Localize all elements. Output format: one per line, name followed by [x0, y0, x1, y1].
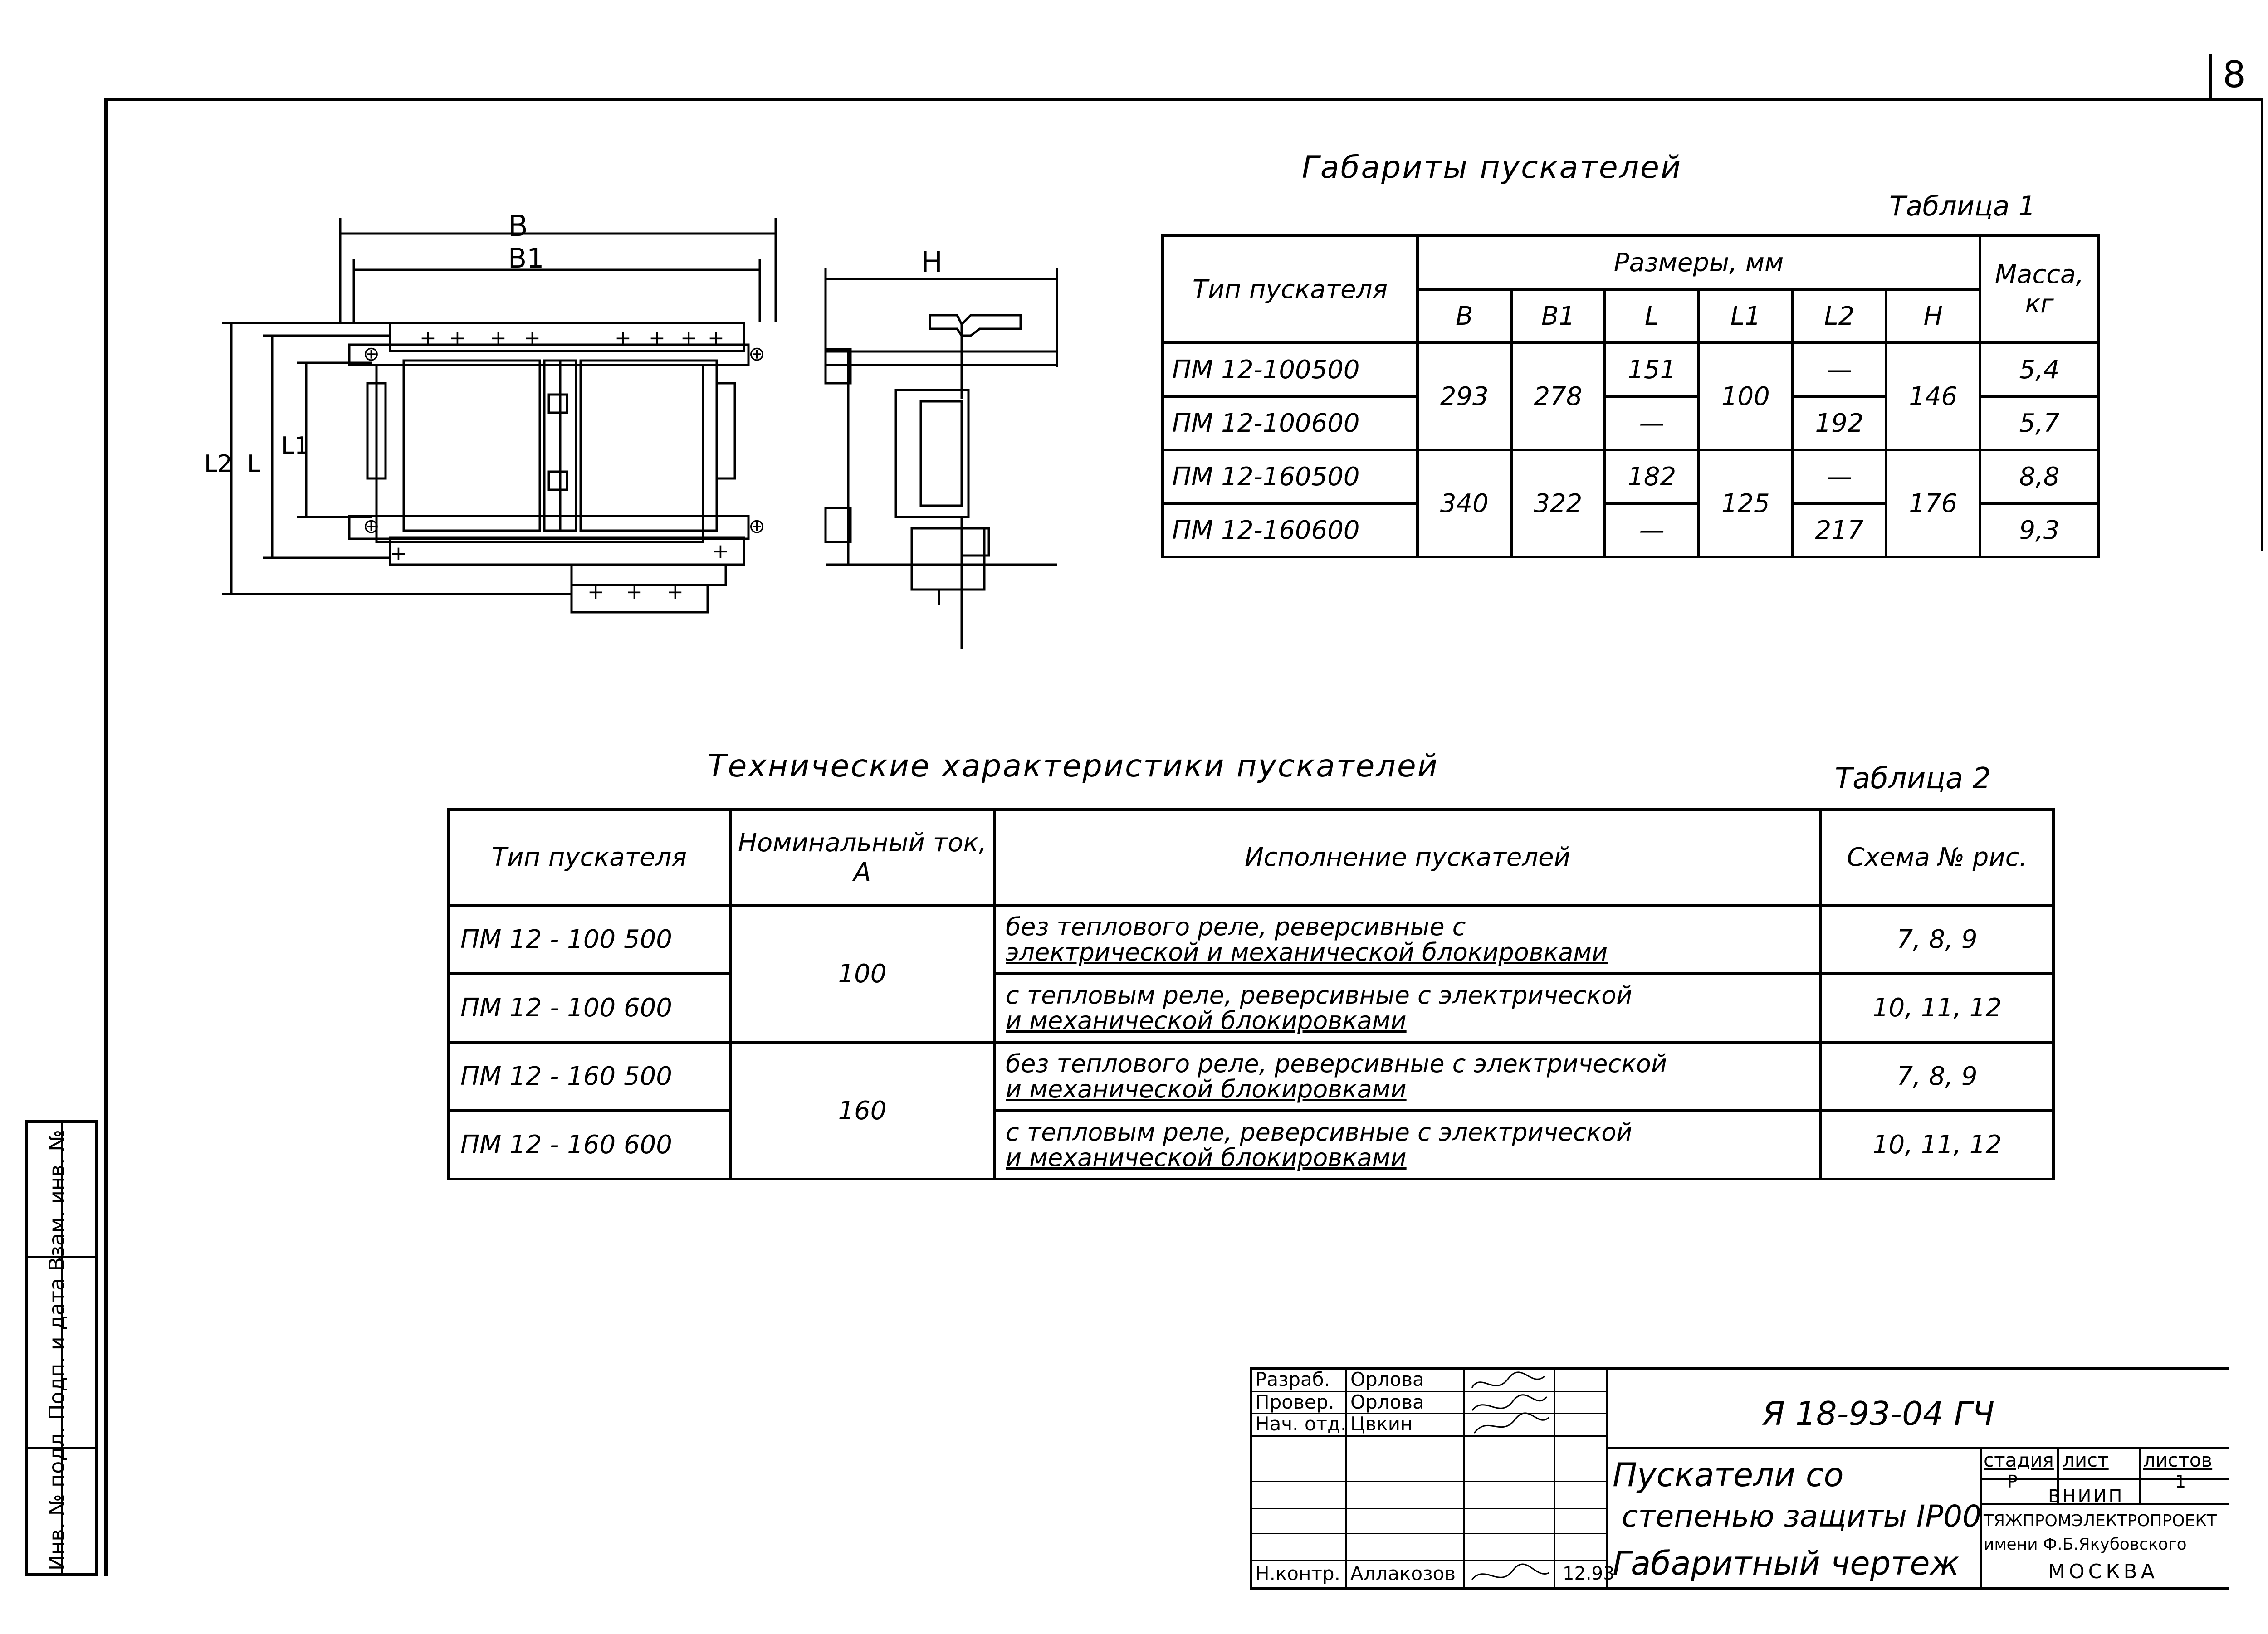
table2-cell-scheme: 7, 8, 9 — [1821, 905, 2053, 974]
table2-cell-current: 100 — [730, 905, 994, 1042]
table1-cell-l2: — — [1793, 343, 1887, 396]
table2-cell-current: 160 — [730, 1042, 994, 1179]
table2-cell-execution — [994, 905, 1821, 974]
table1-cell-l1: 100 — [1699, 343, 1793, 450]
table1-col-b: B — [1418, 289, 1511, 343]
svg-text:+: + — [449, 327, 466, 350]
svg-text:+: + — [420, 327, 436, 350]
table1-col-h: H — [1886, 289, 1980, 343]
svg-text:+: + — [680, 327, 697, 350]
table2-cell-type: ПМ 12 - 100 600 — [448, 974, 730, 1042]
table1-cell-mass: 9,3 — [1980, 503, 2099, 557]
role-developer: Разраб. — [1255, 1368, 1330, 1390]
side-stamp-labels: Инв. № подл. Подп. и дата Взам. инв. № — [44, 1129, 69, 1571]
org-line1: ВНИИП — [2048, 1486, 2124, 1507]
svg-text:+: + — [390, 542, 407, 565]
table1-cell-l: 182 — [1605, 450, 1699, 503]
table2-cell-type: ПМ 12 - 100 500 — [448, 905, 730, 974]
role-head: Нач. отд. — [1255, 1413, 1347, 1435]
name-head: Цвкин — [1350, 1413, 1413, 1435]
table1-cell-type: ПМ 12-100600 — [1163, 396, 1418, 450]
svg-text:+: + — [587, 580, 604, 604]
table2-cell-scheme: 10, 11, 12 — [1821, 1111, 2053, 1179]
table2-cell-execution — [994, 1111, 1821, 1179]
table-row — [1163, 450, 2099, 503]
sheet-number-divider — [2209, 54, 2212, 100]
svg-text:+: + — [524, 327, 541, 350]
table1-cell-l2: — — [1793, 450, 1887, 503]
side-stamp — [25, 1120, 98, 1576]
execution-line2: и механической блокировками — [1006, 1074, 1407, 1103]
org-line4: МОСКВА — [2048, 1560, 2158, 1583]
table1-cell-l: — — [1605, 396, 1699, 450]
table2-header-execution: Исполнение пускателей — [994, 810, 1821, 905]
table1-cell-b1: 278 — [1511, 343, 1605, 450]
table1-cell-l1: 125 — [1699, 450, 1793, 557]
table1-number: Таблица 1 — [1889, 190, 2036, 222]
dim-l1-label: L1 — [281, 432, 310, 459]
table2-cell-type: ПМ 12 - 160 500 — [448, 1042, 730, 1111]
doc-title-line2: степенью защиты IP00 — [1622, 1499, 1982, 1534]
table1-cell-h: 146 — [1886, 343, 1980, 450]
table2-cell-execution — [994, 1042, 1821, 1111]
table1-cell-l2: 192 — [1793, 396, 1887, 450]
table1-cell-l: 151 — [1605, 343, 1699, 396]
execution-line2: электрической и механической блокировками — [1006, 937, 1608, 966]
table2-cell-type: ПМ 12 - 160 600 — [448, 1111, 730, 1179]
svg-text:⊕: ⊕ — [748, 515, 765, 538]
svg-text:⊕: ⊕ — [363, 342, 380, 366]
execution-line1: без теплового реле, реверсивные с электрической — [1006, 1049, 1667, 1078]
sheet-label: лист — [2063, 1449, 2109, 1471]
table2-header-type: Тип пускателя — [448, 810, 730, 905]
table1-title: Габариты пускателей — [1302, 150, 1682, 185]
stage-label: стадия — [1984, 1449, 2054, 1471]
sheet-count: 1 — [2175, 1472, 2186, 1492]
table1-cell-type: ПМ 12-160500 — [1163, 450, 1418, 503]
table2-cell-scheme: 10, 11, 12 — [1821, 974, 2053, 1042]
org-line3: имени Ф.Б.Якубовского — [1984, 1535, 2187, 1554]
sheet-number: 8 — [2223, 54, 2246, 96]
execution-line1: с тепловым реле, реверсивные с электрической — [1006, 1117, 1633, 1146]
execution-line2: и механической блокировками — [1006, 1006, 1407, 1035]
frame-top-border — [104, 98, 2261, 101]
svg-text:+: + — [712, 540, 729, 563]
org-line2: ТЯЖПРОМЭЛЕКТРОПРОЕКТ — [1984, 1512, 2217, 1530]
table1-cell-mass: 5,7 — [1980, 396, 2099, 450]
svg-text:⊕: ⊕ — [363, 515, 380, 538]
table1-cell-mass: 5,4 — [1980, 343, 2099, 396]
signatures — [1467, 1370, 1554, 1438]
dimensions-table — [1161, 234, 2100, 558]
table2-cell-scheme: 7, 8, 9 — [1821, 1042, 2053, 1111]
document-code: Я 18-93-04 ГЧ — [1762, 1395, 1995, 1433]
signature-norm-control — [1467, 1561, 1554, 1587]
table2-header-current: Номинальный ток, А — [730, 810, 994, 905]
table1-col-l2: L2 — [1793, 289, 1887, 343]
role-norm-control: Н.контр. — [1255, 1562, 1340, 1585]
execution-line2: и механической блокировками — [1006, 1143, 1407, 1172]
date: 12.93 — [1563, 1563, 1615, 1584]
dim-l2-label: L2 — [204, 450, 233, 478]
table2-title: Технические характеристики пускателей — [708, 748, 1439, 784]
dim-l-label: L — [247, 450, 260, 478]
svg-text:⊕: ⊕ — [748, 342, 765, 366]
stage-value: Р — [2007, 1472, 2018, 1492]
name-norm-control: Аллакозов — [1350, 1562, 1456, 1585]
table-row — [1163, 343, 2099, 396]
title-block — [1250, 1367, 2229, 1590]
frame-right-border — [2261, 98, 2263, 551]
table1-cell-b: 293 — [1418, 343, 1511, 450]
table1-cell-mass: 8,8 — [1980, 450, 2099, 503]
table2-cell-execution — [994, 974, 1821, 1042]
doc-title-line1: Пускатели со — [1613, 1456, 1844, 1494]
table1-cell-h: 176 — [1886, 450, 1980, 557]
dim-b1-label: B1 — [508, 243, 544, 274]
characteristics-table — [447, 808, 2055, 1180]
table1-cell-b1: 322 — [1511, 450, 1605, 557]
table1-col-l1: L1 — [1699, 289, 1793, 343]
svg-text:+: + — [649, 327, 665, 350]
table-row — [448, 905, 2053, 974]
table-row — [448, 974, 2053, 1042]
table1-cell-type: ПМ 12-160600 — [1163, 503, 1418, 557]
table1-header-type: Тип пускателя — [1163, 236, 1418, 343]
table1-cell-b: 340 — [1418, 450, 1511, 557]
svg-text:+: + — [708, 327, 724, 350]
table1-cell-l: — — [1605, 503, 1699, 557]
svg-text:+: + — [667, 580, 684, 604]
svg-text:+: + — [615, 327, 631, 350]
table2-header-scheme: Схема № рис. — [1821, 810, 2053, 905]
table-row — [448, 1042, 2053, 1111]
table1-header-dims: Размеры, мм — [1418, 236, 1980, 289]
starter-outline-drawing — [191, 200, 1075, 649]
role-checker: Провер. — [1255, 1391, 1334, 1413]
doc-title-line3: Габаритный чертеж — [1613, 1544, 1960, 1582]
svg-text:+: + — [490, 327, 507, 350]
name-checker: Орлова — [1350, 1391, 1424, 1413]
dim-h-label: H — [921, 246, 943, 279]
table1-col-b1: B1 — [1511, 289, 1605, 343]
table1-cell-l2: 217 — [1793, 503, 1887, 557]
dim-b-label: B — [508, 210, 528, 243]
table-row — [448, 1111, 2053, 1179]
sheets-label: листов — [2143, 1449, 2213, 1471]
frame-left-border — [104, 98, 108, 1576]
name-developer: Орлова — [1350, 1368, 1424, 1390]
table1-cell-type: ПМ 12-100500 — [1163, 343, 1418, 396]
table1-col-l: L — [1605, 289, 1699, 343]
execution-line1: без теплового реле, реверсивные с — [1006, 912, 1466, 941]
table2-number: Таблица 2 — [1835, 762, 1991, 795]
svg-text:+: + — [626, 580, 643, 604]
table1-header-mass: Масса, кг — [1980, 236, 2099, 343]
execution-line1: с тепловым реле, реверсивные с электрической — [1006, 980, 1633, 1010]
